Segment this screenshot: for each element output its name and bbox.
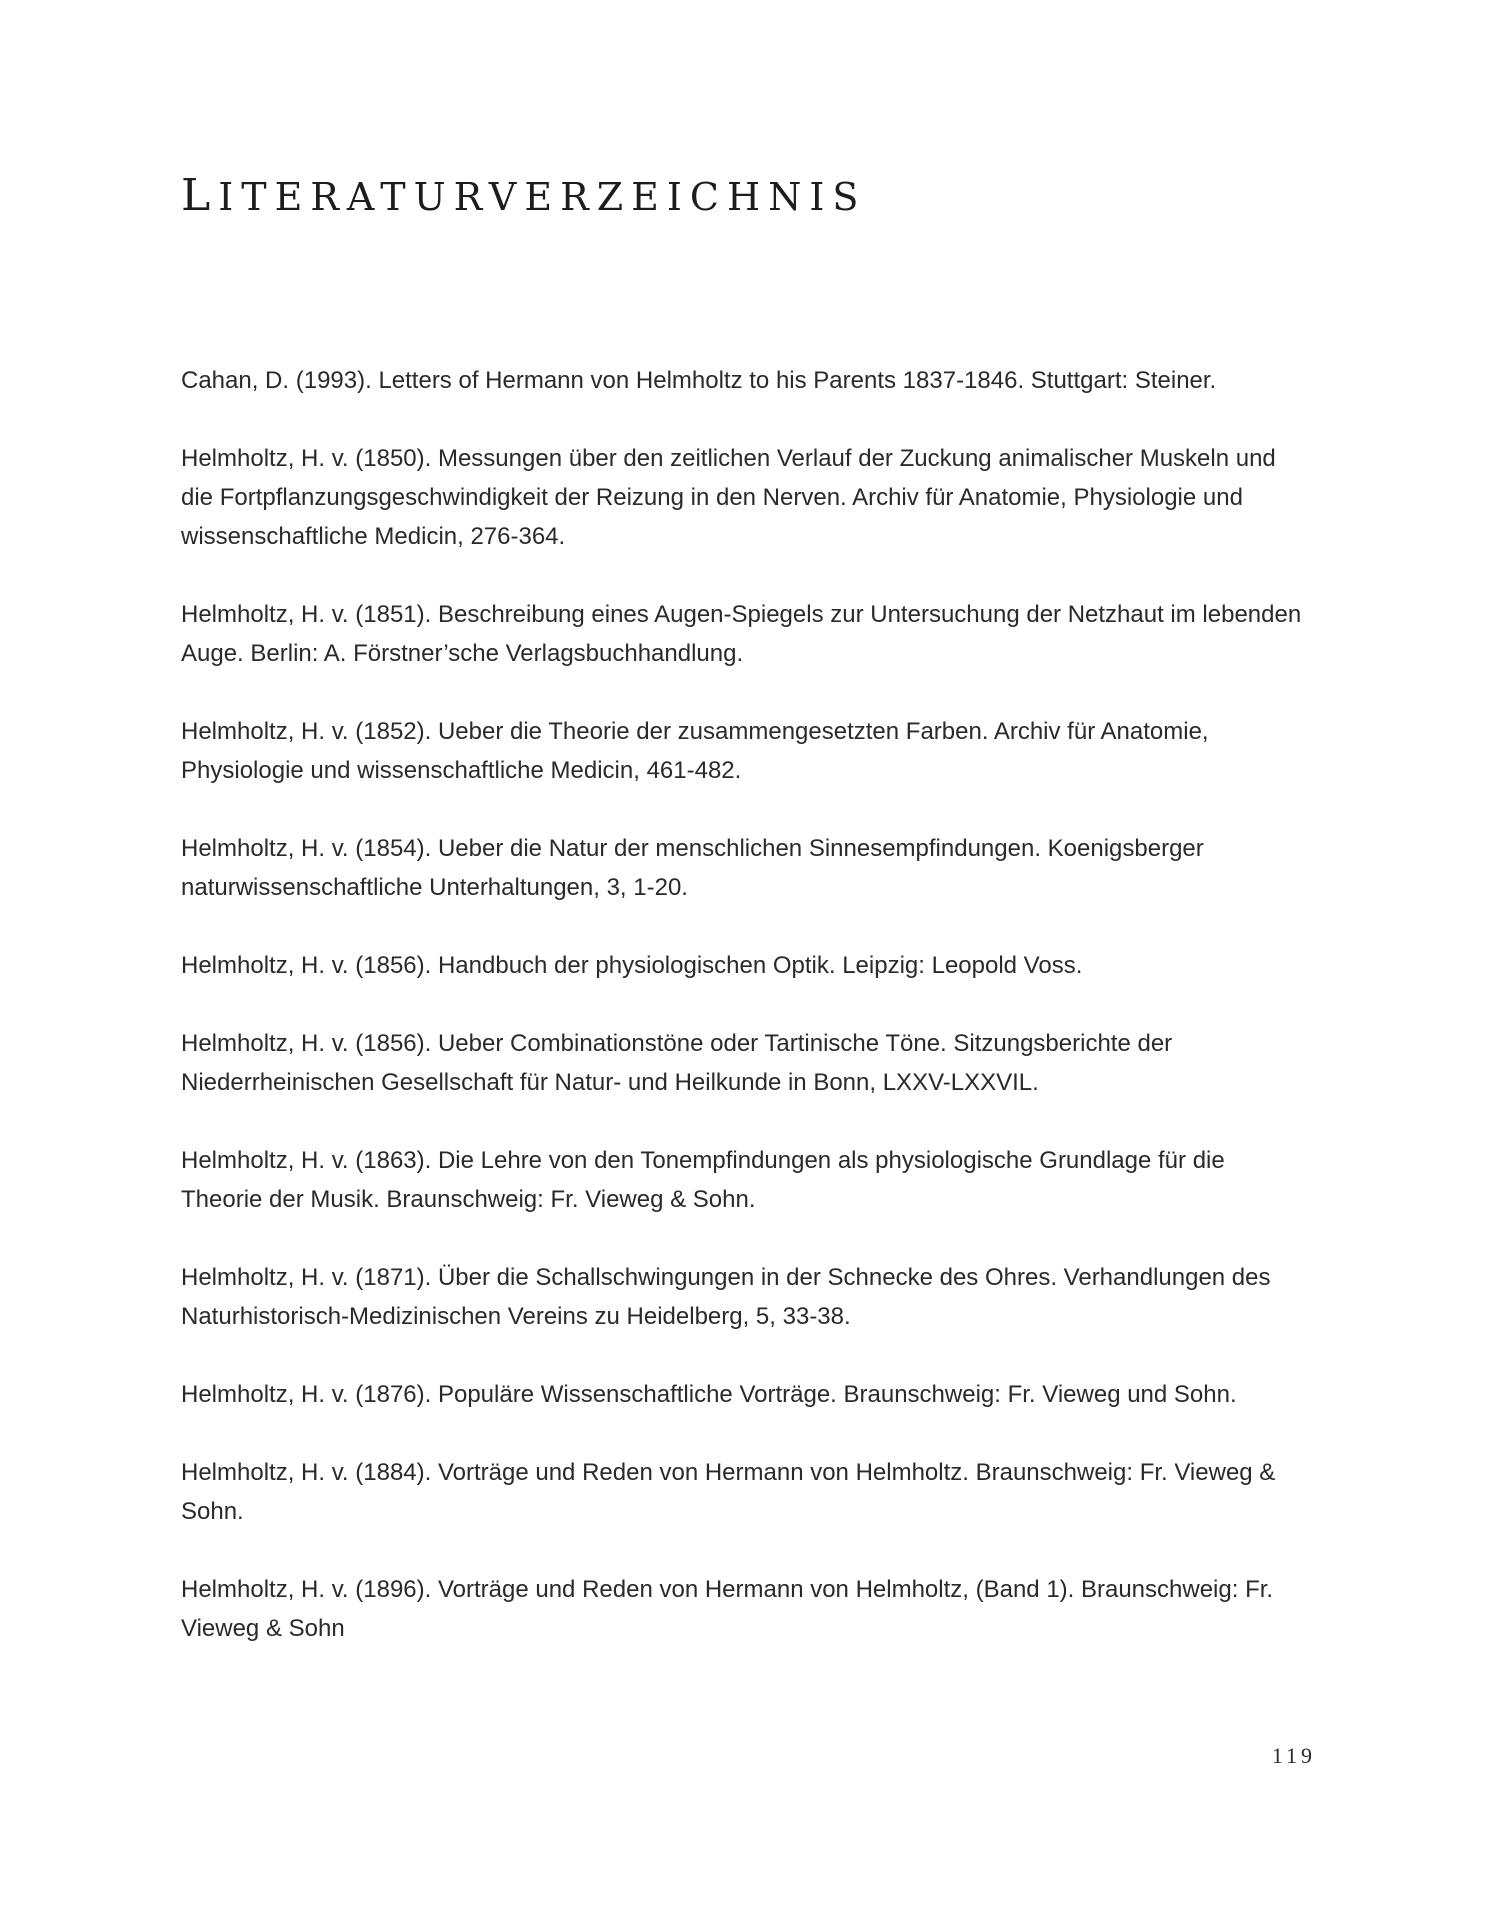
reference-entry: Helmholtz, H. v. (1896). Vorträge und Reden von Hermann von Helmholtz, (Band 1). Braunschweig: Fr. Vieweg & Sohn bbox=[181, 1576, 1274, 1642]
reference-entry: Helmholtz, H. v. (1856). Ueber Combinationstöne oder Tartinische Töne. Sitzungsberichte der Niederrheinischen Gesellschaft für Natur- und Heilkunde in Bonn, LXXV-LXXVIL. bbox=[181, 1030, 1173, 1096]
page-title-initial: L bbox=[181, 170, 219, 221]
reference-entry: Helmholtz, H. v. (1884). Vorträge und Reden von Hermann von Helmholtz. Braunschweig: Fr. Vieweg & Sohn. bbox=[181, 1459, 1276, 1525]
reference-entry: Helmholtz, H. v. (1876). Populäre Wissenschaftliche Vorträge. Braunschweig: Fr. Vieweg und Sohn. bbox=[181, 1381, 1237, 1408]
page-title bbox=[181, 170, 866, 221]
reference-list bbox=[181, 361, 1311, 1687]
reference-entry: Helmholtz, H. v. (1851). Beschreibung eines Augen-Spiegels zur Untersuchung der Netzhaut im lebenden Auge. Berlin: A. Förstner’sche Verlagsbuchhandlung. bbox=[181, 601, 1302, 667]
reference-entry: Cahan, D. (1993). Letters of Hermann von Helmholtz to his Parents 1837-1846. Stuttgart: Steiner. bbox=[181, 367, 1217, 394]
page-number: 119 bbox=[1271, 1743, 1316, 1768]
reference-entry: Helmholtz, H. v. (1850). Messungen über den zeitlichen Verlauf der Zuckung animalischer Muskeln und die Fortpflanzungsgeschwindigkeit der Reizung in den Nerven. Archiv für Anatomie, Physiologie und wissenschaftliche Medicin, 276-364. bbox=[181, 445, 1276, 550]
reference-entry: Helmholtz, H. v. (1852). Ueber die Theorie der zusammengesetzten Farben. Archiv für Anatomie, Physiologie und wissenschaftliche Medicin, 461-482. bbox=[181, 718, 1209, 784]
page-title-rest: ITERATURVERZEICHNIS bbox=[218, 175, 867, 219]
reference-entry: Helmholtz, H. v. (1863). Die Lehre von den Tonempfindungen als physiologische Grundlage für die Theorie der Musik. Braunschweig: Fr. Vieweg & Sohn. bbox=[181, 1147, 1225, 1213]
reference-entry: Helmholtz, H. v. (1871). Über die Schallschwingungen in der Schnecke des Ohres. Verhandlungen des Naturhistorisch-Medizinischen Vereins zu Heidelberg, 5, 33-38. bbox=[181, 1264, 1271, 1330]
reference-entry: Helmholtz, H. v. (1854). Ueber die Natur der menschlichen Sinnesempfindungen. Koenigsberger naturwissenschaftliche Unterhaltungen, 3, 1-20. bbox=[181, 835, 1204, 901]
reference-entry: Helmholtz, H. v. (1856). Handbuch der physiologischen Optik. Leipzig: Leopold Voss. bbox=[181, 952, 1083, 979]
